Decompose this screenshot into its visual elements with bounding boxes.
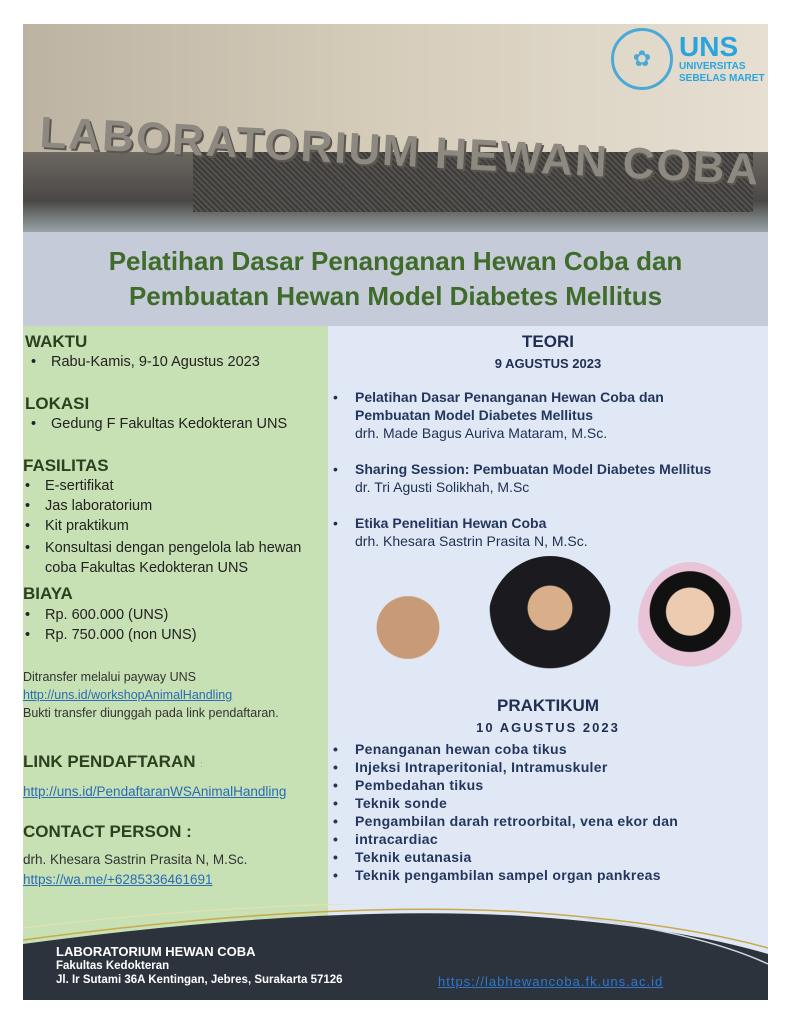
- whatsapp-link[interactable]: https://wa.me/+6285336461691: [23, 872, 213, 887]
- registration-link[interactable]: http://uns.id/PendaftaranWSAnimalHandling: [23, 784, 287, 799]
- fasilitas-item: • Konsultasi dengan pengelola lab hewan coba Fakultas Kedokteran UNS: [45, 538, 325, 578]
- teori-item: • Sharing Session: Pembuatan Model Diabetes Mellitus dr. Tri Agusti Solikhah, M.Sc: [355, 460, 711, 496]
- praktikum-heading: PRAKTIKUM: [497, 696, 599, 715]
- fasilitas-item: • Jas laboratorium: [45, 498, 152, 514]
- logo-line2: SEBELAS MARET: [679, 73, 765, 84]
- footer-org: LABORATORIUM HEWAN COBA: [56, 944, 256, 959]
- page-title: [23, 232, 768, 326]
- waktu-heading: WAKTU: [25, 332, 88, 351]
- praktikum-date: 10 AGUSTUS 2023: [476, 720, 620, 735]
- teori-heading: TEORI: [522, 332, 574, 351]
- speaker-photo-3: [638, 562, 742, 686]
- transfer-note: Ditransfer melalui payway UNS: [23, 670, 196, 684]
- title-line2: Pembuatan Hewan Model Diabetes Mellitus: [128, 281, 663, 311]
- speaker-photo-1: [356, 556, 460, 686]
- fasilitas-heading: FASILITAS: [23, 456, 109, 475]
- uns-seal-icon: ✿: [611, 28, 673, 90]
- praktikum-item: • Injeksi Intraperitonial, Intramuskuler: [355, 758, 608, 776]
- lokasi-heading: LOKASI: [25, 394, 90, 413]
- speaker-photo-2: [488, 556, 612, 686]
- website-link[interactable]: https://labhewancoba.fk.uns.ac.id: [438, 974, 664, 989]
- title-line1: Pelatihan Dasar Penanganan Hewan Coba dan: [108, 246, 683, 276]
- transfer-proof: Bukti transfer diunggah pada link pendaftaran.: [23, 706, 279, 720]
- fasilitas-item: • Kit praktikum: [45, 518, 129, 534]
- footer-faculty: Fakultas Kedokteran: [56, 960, 170, 972]
- biaya-item: • Rp. 750.000 (non UNS): [45, 627, 197, 643]
- uns-logo: [611, 28, 765, 90]
- teori-item: • Pelatihan Dasar Penanganan Hewan Coba dan Pembuatan Model Diabetes Mellitus drh. Made Bagus Auriva Mataram, M.Sc.: [355, 388, 664, 442]
- praktikum-item: • Penanganan hewan coba tikus: [355, 740, 567, 758]
- biaya-item: • Rp. 600.000 (UNS): [45, 607, 168, 623]
- info-column: [23, 326, 328, 1000]
- praktikum-item: • Teknik eutanasia: [355, 848, 472, 866]
- praktikum-item: • Teknik pengambilan sampel organ pankreas: [355, 866, 661, 884]
- praktikum-item: • Pengambilan darah retroorbital, vena ekor dan: [355, 812, 678, 830]
- praktikum-item-continued: • intracardiac: [355, 830, 438, 848]
- praktikum-item: • Teknik sonde: [355, 794, 447, 812]
- waktu-item: • Rabu-Kamis, 9-10 Agustus 2023: [51, 354, 260, 370]
- lokasi-item: • Gedung F Fakultas Kedokteran UNS: [51, 416, 287, 432]
- payway-link[interactable]: http://uns.id/workshopAnimalHandling: [23, 688, 233, 702]
- teori-item: • Etika Penelitian Hewan Coba drh. Khesara Sastrin Prasita N, M.Sc.: [355, 514, 588, 550]
- poster: [23, 24, 768, 1000]
- logo-line1: UNIVERSITAS: [679, 61, 746, 72]
- biaya-heading: BIAYA: [23, 584, 73, 603]
- praktikum-item: • Pembedahan tikus: [355, 776, 484, 794]
- logo-acronym: UNS: [679, 31, 739, 62]
- fasilitas-item: • E-sertifikat: [45, 478, 114, 494]
- header-photo: [23, 24, 768, 232]
- contact-name: drh. Khesara Sastrin Prasita N, M.Sc.: [23, 852, 248, 867]
- pendaftaran-heading: LINK PENDAFTARAN :: [23, 752, 203, 771]
- teori-date: 9 AGUSTUS 2023: [494, 356, 602, 371]
- footer-address: Jl. Ir Sutami 36A Kentingan, Jebres, Surakarta 57126: [56, 974, 343, 986]
- contact-heading: CONTACT PERSON :: [23, 822, 192, 841]
- schedule-column: [328, 326, 768, 1000]
- building-sign: LABORATORIUM HEWAN COBA: [38, 108, 762, 195]
